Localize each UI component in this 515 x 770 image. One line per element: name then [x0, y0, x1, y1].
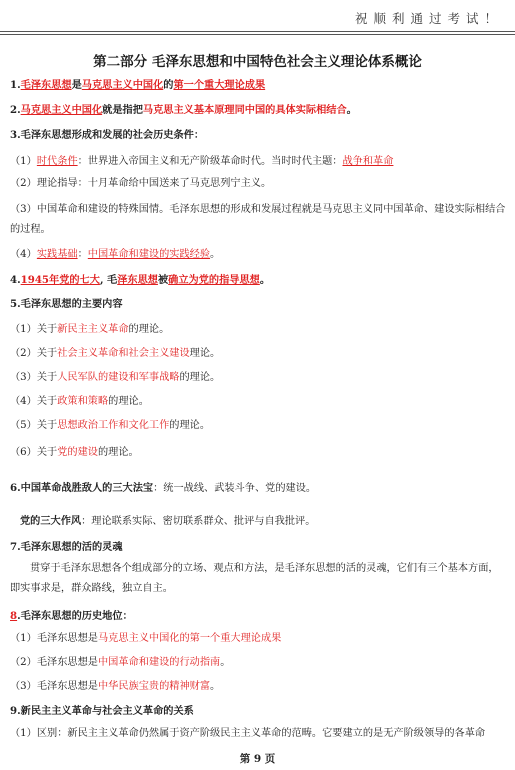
item-8-heading	[10, 609, 507, 623]
item-5-6-post: 的理论。	[97, 447, 139, 458]
item-6-style-text: ：理论联系实际、密切联系群众、批评与自我批评。	[81, 516, 316, 527]
item-4-year: 1945年	[20, 274, 60, 286]
item-8-1-pre: （1）毛泽东思想是	[10, 633, 98, 644]
header-rule-bottom	[0, 34, 515, 35]
item-2-num: 2.	[10, 104, 21, 116]
item-3-1	[10, 155, 507, 169]
item-6	[10, 481, 507, 496]
item-3-4-end: 。	[210, 249, 221, 260]
item-5-5-pre: （5）关于	[10, 420, 58, 431]
item-5-heading: 5.毛泽东思想的主要内容	[10, 298, 123, 310]
item-3-1-term: 时代条件	[36, 156, 78, 167]
item-5-5-post: 的理论。	[169, 420, 211, 431]
item-4	[10, 273, 507, 287]
item-8-3	[10, 680, 507, 694]
item-3-2: （2）理论指导：十月革命给中国送来了马克思列宁主义。	[10, 178, 272, 189]
item-8-3-post: 。	[210, 681, 221, 692]
item-8-1	[10, 632, 507, 646]
item-8-2	[10, 656, 507, 670]
item-1-term3: 第一个重大理论成果	[173, 79, 266, 91]
header-motto: 祝顺利通过考试！	[354, 11, 503, 26]
page-title: 第二部分 毛泽东思想和中国特色社会主义理论体系概论	[93, 54, 422, 70]
item-7-heading: 7.毛泽东思想的活的灵魂	[10, 541, 123, 553]
item-1-text: 是	[71, 79, 82, 91]
item-2-term: 马克思主义中国化	[20, 104, 103, 116]
item-8-2-term: 中国革命和建设的行动指南	[97, 657, 221, 668]
item-5-6-term: 党的建设	[57, 447, 98, 458]
page-number: 第 9 页	[239, 753, 276, 765]
item-5-3	[10, 371, 507, 385]
item-6-heading: 6.中国革命战胜敌人的三大法宝	[10, 482, 154, 494]
item-3-4	[10, 248, 507, 262]
item-4-end: 。	[259, 274, 271, 286]
item-8-num: 8	[10, 610, 18, 622]
item-6-text: ：统一战线、武装斗争、党的建设。	[153, 483, 317, 494]
item-3-1-term2: 战争和革命	[342, 156, 394, 167]
item-1-text2: 的	[163, 79, 174, 91]
item-5-1-post: 的理论。	[128, 324, 170, 335]
item-5-2-term: 社会主义革命和社会主义建设	[57, 348, 190, 359]
item-3-4-term: 实践基础	[36, 249, 78, 260]
item-4-num: 4.	[10, 274, 21, 286]
item-8-3-pre: （3）毛泽东思想是	[10, 681, 98, 692]
item-8-1-term: 马克思主义中国化的第一个重大理论成果	[97, 633, 282, 644]
item-8-2-pre: （2）毛泽东思想是	[10, 657, 98, 668]
item-8-title: .毛泽东思想的历史地位：	[17, 610, 133, 622]
item-6-style-heading: 党的三大作风	[20, 515, 82, 527]
item-5-5-term: 思想政治工作和文化工作	[57, 420, 170, 431]
item-9-1: （1）区别：新民主主义革命仍然属于资产阶级民主主义革命的范畴。它要建立的是无产阶级领导的各革命	[10, 728, 486, 739]
item-5-2	[10, 347, 507, 361]
item-5-1-pre: （1）关于	[10, 324, 58, 335]
item-3-1-text: ：世界进入帝国主义和无产阶级革命时代。当时时代主题：	[77, 156, 343, 167]
item-5-6-pre: （6）关于	[10, 447, 58, 458]
item-4-event: 党的七大	[59, 274, 100, 286]
item-5-1	[10, 323, 507, 337]
item-4-term: 泽东思想	[117, 274, 158, 286]
item-4-term2: 确立为党的指导思想	[168, 274, 260, 286]
item-1-term2: 马克思主义中国化	[81, 79, 164, 91]
item-2	[10, 103, 507, 117]
item-5-2-pre: （2）关于	[10, 348, 58, 359]
item-5-4-pre: （4）关于	[10, 396, 58, 407]
item-5-1-term: 新民主主义革命	[57, 324, 129, 335]
item-5-2-post: 理论。	[189, 348, 221, 359]
item-5-3-pre: （3）关于	[10, 372, 58, 383]
item-3-1-num: （1）	[10, 156, 37, 167]
item-3-4-text: ：	[77, 249, 88, 260]
item-5-3-post: 的理论。	[179, 372, 221, 383]
item-4-text2: 被	[157, 274, 169, 286]
item-1	[10, 78, 507, 92]
item-3-4-term2: 中国革命和建设的实践经验	[87, 249, 211, 260]
item-2-term2: 马克思主义基本原理同中国的具体实际相结合	[142, 104, 347, 116]
item-5-6	[10, 446, 507, 460]
item-5-4	[10, 395, 507, 409]
item-9-heading: 9.新民主主义革命与社会主义革命的关系	[10, 705, 194, 717]
item-5-4-post: 的理论。	[108, 396, 149, 407]
item-6-style	[20, 514, 507, 529]
item-7-body: 贯穿于毛泽东思想各个组成部分的立场、观点和方法，是毛泽东思想的活的灵魂，它们有三个基本方面，即实事求是，群众路线，独立自主。	[10, 563, 499, 594]
item-1-num: 1.	[10, 79, 21, 91]
item-3-3: （3）中国革命和建设的特殊国情。毛泽东思想的形成和发展过程就是马克思主义同中国革命、建设实际相结合的过程。	[10, 204, 506, 235]
item-3-heading: 3.毛泽东思想形成和发展的社会历史条件：	[10, 129, 205, 141]
item-2-text: 就是指把	[102, 104, 143, 116]
item-5-4-term: 政策和策略	[57, 396, 109, 407]
item-5-5	[10, 419, 507, 433]
item-1-term: 毛泽东思想	[20, 79, 72, 91]
item-8-2-post: 。	[220, 657, 231, 668]
item-4-text: , 毛	[99, 274, 118, 286]
item-2-end: 。	[346, 104, 357, 116]
header-rule-top	[0, 31, 515, 32]
item-5-3-term: 人民军队的建设和军事战略	[57, 372, 180, 383]
item-3-4-num: （4）	[10, 249, 37, 260]
item-8-3-term: 中华民族宝贵的精神财富	[97, 681, 211, 692]
